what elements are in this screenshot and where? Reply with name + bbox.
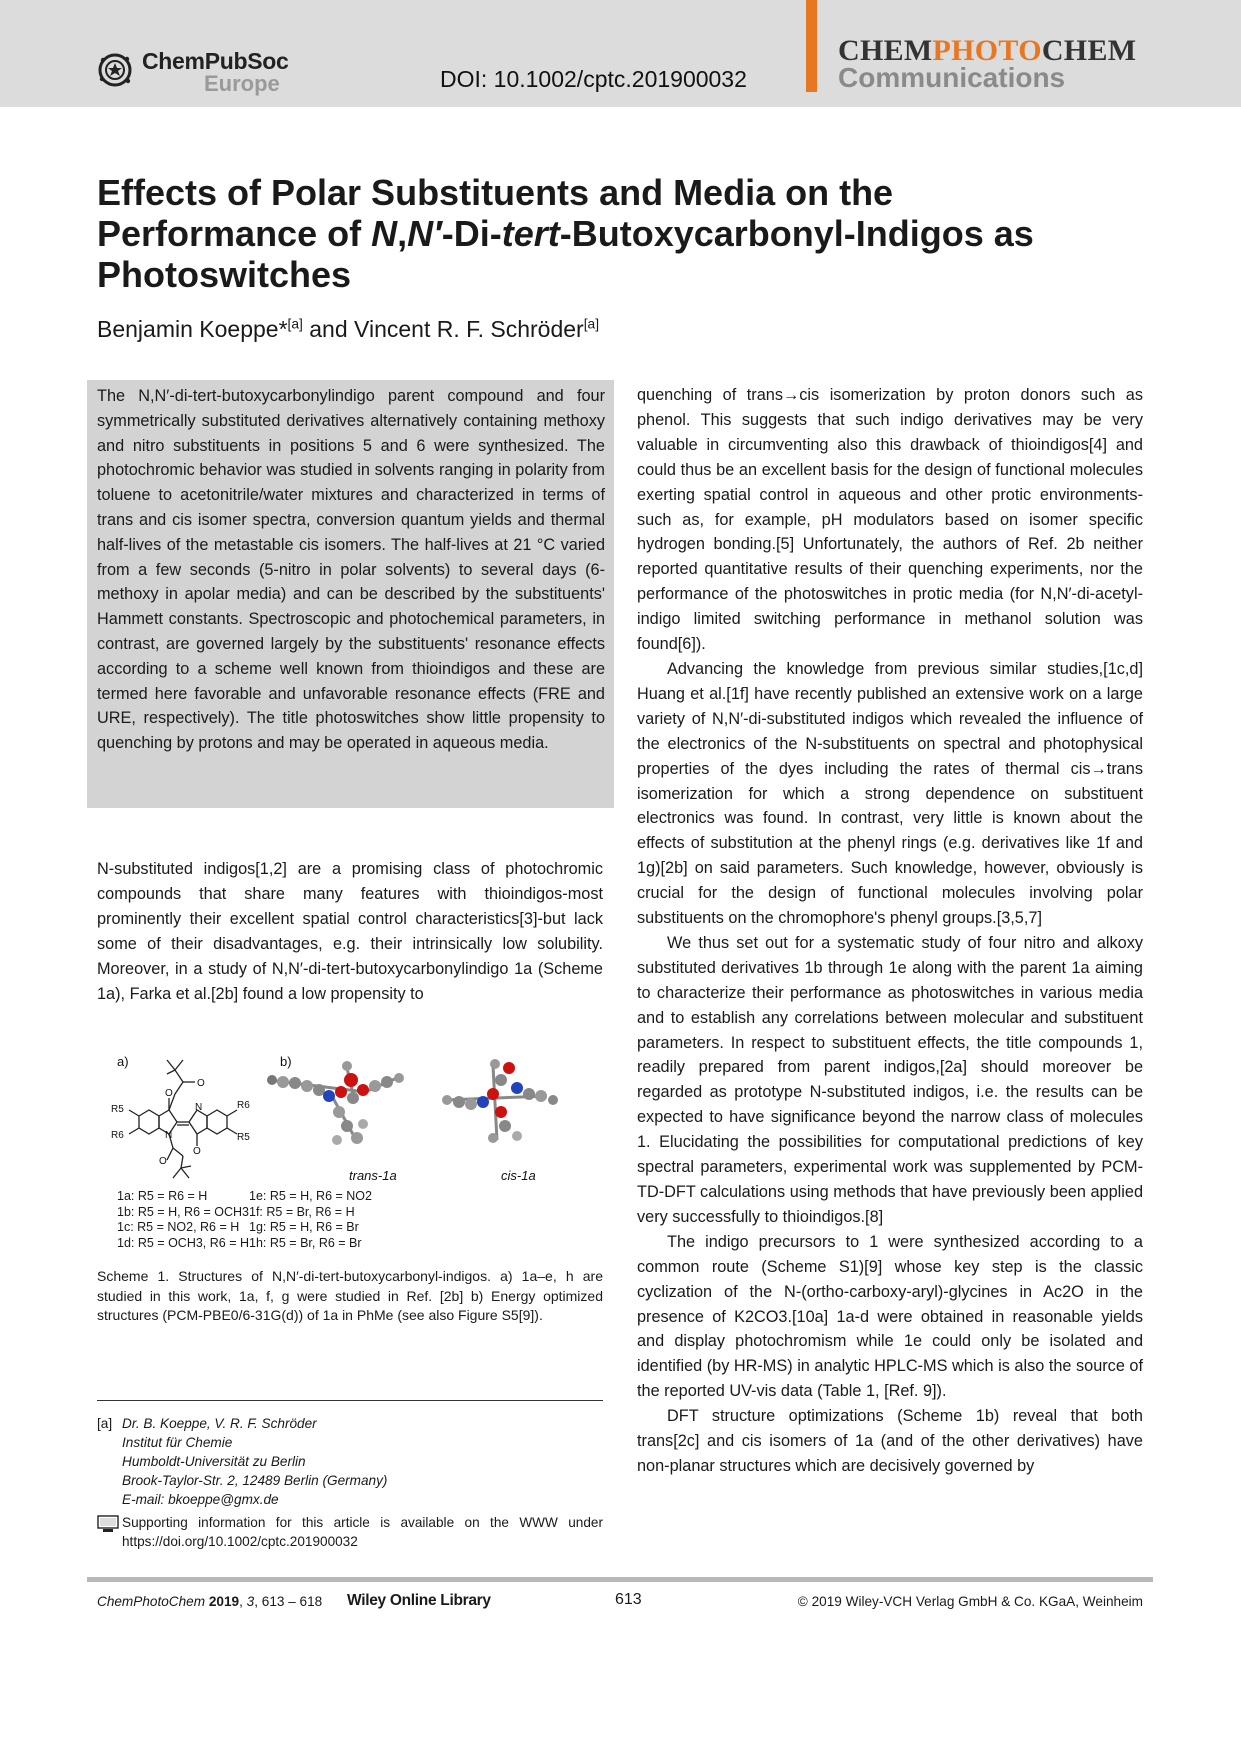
trans-1a-model <box>267 1061 404 1145</box>
journal-name-mid: PHOTO <box>932 34 1042 67</box>
atom-n-left: N <box>165 1130 173 1141</box>
chempubsoc-logo <box>96 46 306 96</box>
atom-r5-right: R5 <box>237 1132 250 1143</box>
journal-name-left: CHEM <box>838 34 933 67</box>
copyright-notice: © 2019 Wiley-VCH Verlag GmbH & Co. KGaA, Weinheim <box>797 1594 1143 1609</box>
author-list <box>97 316 599 343</box>
atom-r5-left: R5 <box>111 1104 124 1115</box>
footer-divider <box>87 1577 1153 1582</box>
cis-1a-model <box>442 1059 558 1143</box>
body-paragraph: quenching of trans→cis isomerization by proton donors such as phenol. This suggests that such indigo derivatives may be very valuable in circumventing also this drawback of thioindigos[4] and could thus be an excellent basis for the design of functional molecules exerting spatial control in aqueous and other protic environments-such as, for example, pH modulators based on isomer specific hydrogen bonding.[5] Unfortunately, the authors of Ref. 2b neither reported quantitative results of their quenching experiments, nor the performance of the photoswitches in protic media (for N,N′-di-acetyl-indigo limited switching performance in methanol solution was found[6]). <box>637 386 1143 654</box>
scheme-1-figure <box>97 1040 603 1250</box>
author-1-affil: [a] <box>287 316 303 332</box>
trans-1a-label: trans-1a <box>349 1168 397 1183</box>
compound-entry: 1f: R5 = Br, R6 = H <box>249 1204 355 1219</box>
atom-o-carbonyl-bottom: O <box>159 1156 167 1167</box>
chempubsoc-star-icon <box>96 46 142 92</box>
compound-entry: 1e: R5 = H, R6 = NO2 <box>249 1189 372 1203</box>
supporting-info-text: Supporting information for this article is available on the WWW under https://doi.org/10.1002/cptc.201900032 <box>122 1515 603 1549</box>
computer-icon <box>97 1515 119 1533</box>
affiliation-line: Humboldt-Universität zu Berlin <box>122 1454 306 1469</box>
affiliation-line: Brook-Taylor-Str. 2, 12489 Berlin (Germany) <box>122 1473 388 1488</box>
footer-pages: 613 – 618 <box>261 1594 323 1609</box>
affiliation-footnote <box>97 1414 603 1509</box>
scheme-1-caption: Scheme 1. Structures of N,N′-di-tert-butoxycarbonyl-indigos. a) 1a–e, h are studied in this work, 1a, f, g were studied in Ref. [2b] b) Energy optimized structures (PCM-PBE0/6-31G(d)) of 1a in PhMe (see also Figure S5[9]). <box>97 1268 603 1323</box>
title-line-2-comma: , <box>397 213 408 254</box>
compound-legend <box>117 1189 372 1251</box>
atom-r6-left: R6 <box>111 1130 124 1141</box>
affiliation-email[interactable]: E-mail: bkoeppe@gmx.de <box>122 1492 279 1507</box>
title-line-3: Photoswitches <box>97 254 352 295</box>
affiliation-line: Institut für Chemie <box>122 1435 233 1450</box>
body-right-column <box>637 383 1143 1479</box>
footer-citation: ChemPhotoChem 2019, 3, 613 – 618 <box>97 1594 323 1609</box>
compound-entry: 1g: R5 = H, R6 = Br <box>249 1220 359 1234</box>
accent-bar <box>806 0 817 92</box>
body-paragraph: DFT structure optimizations (Scheme 1b) reveal that both trans[2c] and cis isomers of 1a (and of the other derivatives) have non-planar structures which are decisively governed by <box>637 1407 1143 1475</box>
atom-o-carbonyl-top: O <box>197 1078 205 1089</box>
page-number: 613 <box>615 1591 642 1608</box>
article-title <box>97 172 1137 295</box>
compound-row <box>117 1205 372 1221</box>
body-left-column <box>97 857 603 1006</box>
doi-label[interactable]: DOI: 10.1002/cptc.201900032 <box>440 66 747 92</box>
atom-o-ketone-right: O <box>193 1146 201 1157</box>
body-paragraph: The indigo precursors to 1 were synthesized according to a common route (Scheme S1)[9] whose key step is the classic cyclization of the N-(ortho-carboxy-aryl)-glycines in Ac2O in the presence of K2CO3.[10a] 1a-d were obtained in reasonable yields and display photochromism while 1e could only be isolated and identified (by HR-MS) in analytic HPLC-MS which is also the source of the reported UV-vis data (Table 1, [Ref. 9]). <box>637 1232 1143 1401</box>
society-name: ChemPubSoc <box>142 48 289 74</box>
title-line-1: Effects of Polar Substituents and Media on the <box>97 172 894 213</box>
atom-n-right: N <box>195 1102 203 1113</box>
compound-entry: 1d: R5 = OCH3, R6 = H <box>117 1235 250 1250</box>
compound-row <box>117 1236 372 1252</box>
compound-entry: 1a: R5 = R6 = H <box>117 1189 208 1203</box>
title-line-2b: -Butoxycarbonyl-Indigos as <box>559 213 1034 254</box>
title-line-2-di: -Di- <box>441 213 502 254</box>
compound-entry: 1b: R5 = H, R6 = OCH3 <box>117 1204 250 1219</box>
footer-year: 2019 <box>208 1594 240 1609</box>
scheme-label-b: b) <box>280 1054 292 1069</box>
compound-entry: 1c: R5 = NO2, R6 = H <box>117 1220 240 1234</box>
body-paragraph: Advancing the knowledge from previous similar studies,[1c,d] Huang et al.[1f] have recently published an extensive work on a large variety of N,N′-di-substituted indigos which revealed the influence of the electronics of the N-substituents on spectral and photophysical properties of the dyes including the rates of thermal cis→trans isomerization for which a strong dependence on substituent electronics was found. In contrast, very little is known about the effects of substitution at the phenyl rings (e.g. derivatives like 1f and 1g)[2b] on said parameters. Such knowledge, however, obviously is crucial for the design of functional molecules involving polar substituents on the chromophore's phenyl groups.[3,5,7] <box>637 659 1143 928</box>
cis-1a-label: cis-1a <box>501 1168 536 1183</box>
page-footer <box>97 1590 1143 1614</box>
compound-entry: 1h: R5 = Br, R6 = Br <box>249 1235 362 1250</box>
author-2: and Vincent R. F. Schröder <box>302 316 584 342</box>
footer-journal: ChemPhotoChem <box>97 1594 206 1609</box>
compound-row <box>117 1189 372 1205</box>
atom-o-ketone-left: O <box>165 1088 173 1099</box>
title-line-2a: Performance of <box>97 213 372 254</box>
journal-name-right: CHEM <box>1041 34 1137 67</box>
footnote-divider <box>97 1400 603 1401</box>
body-paragraph: We thus set out for a systematic study of four nitro and alkoxy substituted derivatives 1b through 1e along with the parent 1a aiming to characterize their performance as photoswitches in various media and to establish any correlations between molecular and substituent parameters. In respect to substituent effects, the title compounds 1, readily prepared from parent indigos,[2a] should moreover be regarded as prototype N-substituted indigos, i.e. the results can be expected to have significance beyond the narrow class of molecules 1. Elucidating the possibilities for computational predictions of key spectral parameters, experimental work was supplemented by PCM-TD-DFT calculations using methods that have previously been applied very successfully to thioindigos.[8] <box>637 933 1143 1226</box>
author-1: Benjamin Koeppe* <box>97 316 288 342</box>
title-line-2-n2: N′ <box>407 213 442 254</box>
compound-row <box>117 1220 372 1236</box>
society-region: Europe <box>204 71 280 96</box>
body-paragraph: N-substituted indigos[1,2] are a promising class of photochromic compounds that share many features with thioindigos-most prominently their excellent spatial control characteristics[3]-but lack some of their disadvantages, e.g. their intrinsically low solubility. Moreover, in a study of N,N′-di-tert-butoxycarbonylindigo 1a (Scheme 1a), Farka et al.[2b] found a low propensity to <box>97 860 603 1003</box>
affiliation-tag: [a] <box>97 1416 113 1431</box>
journal-header <box>0 0 1241 107</box>
author-2-affil: [a] <box>583 316 600 332</box>
title-line-2-n1: N <box>371 213 398 254</box>
abstract: The N,N′-di-tert-butoxycarbonylindigo parent compound and four symmetrically substituted derivatives alternatively containing methoxy and nitro substituents in positions 5 and 6 were synthesized. The photochromic behavior was studied in solvents ranging in polarity from toluene to acetonitrile/water mixtures and characterized in terms of trans and cis isomer spectra, conversion quantum yields and thermal half-lives of the metastable cis isomers. The half-lives at 21 °C varied from a few seconds (5-nitro in polar solvents) to several days (6-methoxy in apolar media) and can be described by the substituents' Hammett constants. Spectroscopic and photochemical parameters, in contrast, are governed largely by the substituents' resonance effects according to a scheme well known from thioindigos and these are termed here favorable and unfavorable resonance effects (FRE and URE, respectively). The title photoswitches show little propensity to quenching by protons and may be operated in aqueous media. <box>87 380 614 808</box>
indigo-structure <box>129 1060 237 1178</box>
atom-r6-right: R6 <box>237 1100 250 1111</box>
footer-volume: 3 <box>246 1594 255 1609</box>
title-line-2-tert: tert <box>501 213 560 254</box>
scheme-label-a: a) <box>117 1054 129 1069</box>
article-type: Communications <box>838 62 1066 93</box>
wiley-online-library-link[interactable]: Wiley Online Library <box>347 1592 491 1609</box>
supporting-info-note <box>97 1513 603 1551</box>
affiliation-line: Dr. B. Koeppe, V. R. F. Schröder <box>122 1416 317 1431</box>
